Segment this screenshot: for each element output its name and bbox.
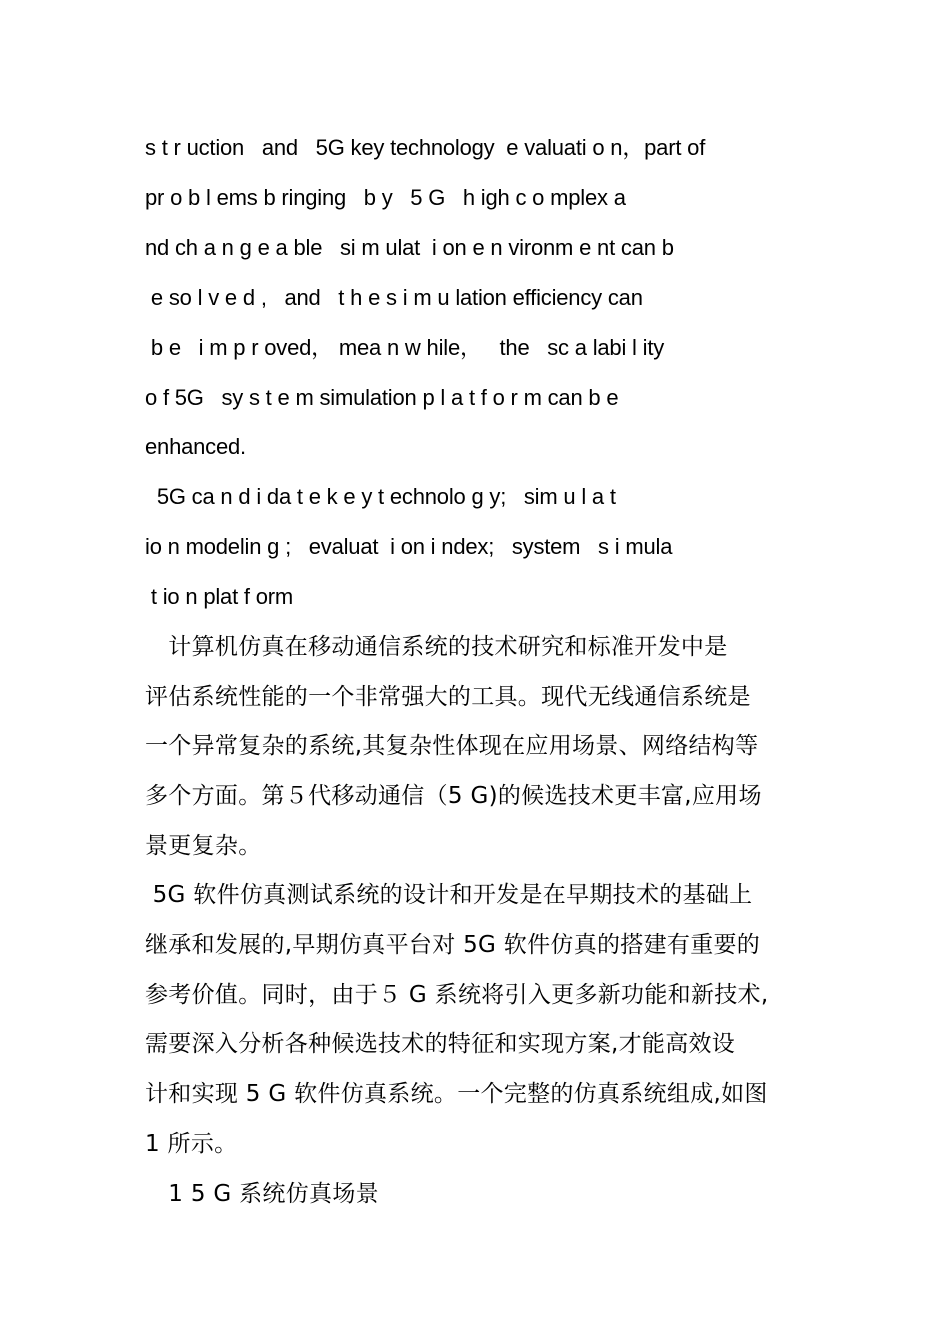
abstract-line: e so l v e d , and t h e s i m u lation efficiency can — [145, 285, 643, 310]
abstract-line: enhanced. — [145, 434, 246, 459]
body-paragraph-line: 评估系统性能的一个非常强大的工具。现代无线通信系统是 — [145, 684, 751, 710]
body-paragraph-line: 景更复杂。 — [145, 833, 262, 859]
abstract-line: s t r uction and 5G key technology e valuati o n，part of — [145, 135, 706, 160]
abstract-line: nd ch a n g e a ble si m ulat i on e n vironm e nt can b — [145, 235, 674, 260]
body-paragraph-line: 计算机仿真在移动通信系统的技术研究和标准开发中是 — [145, 634, 728, 660]
section-heading: 1 5 G 系统仿真场景 — [145, 1181, 379, 1207]
keywords-line: t io n plat f orm — [145, 584, 294, 609]
body-paragraph-line: 一个异常复杂的系统,其复杂性体现在应用场景、网络结构等 — [145, 733, 759, 759]
body-paragraph-line: 继承和发展的,早期仿真平台对 5G 软件仿真的搭建有重要的 — [145, 932, 761, 958]
body-paragraph-line: 参考价值。同时，由于５ G 系统将引入更多新功能和新技术, — [145, 982, 769, 1008]
keywords-line: 5G ca n d i da t e k e y t echnolo g y; sim u l a t — [145, 484, 616, 509]
body-paragraph-line: 1 所示。 — [145, 1131, 238, 1157]
abstract-line: pr o b l ems b ringing b y 5 G h igh c o mplex a — [145, 185, 626, 210]
body-paragraph-line: 5G 软件仿真测试系统的设计和开发是在早期技术的基础上 — [145, 882, 753, 908]
body-paragraph-line: 需要深入分析各种候选技术的特征和实现方案,才能高效设 — [145, 1031, 736, 1057]
abstract-line: b e i m p r oved， mea n w hile， the sc a labi l ity — [145, 335, 665, 360]
body-paragraph-line: 多个方面。第５代移动通信（5 G)的候选技术更丰富,应用场 — [145, 783, 762, 809]
abstract-line: o f 5G sy s t e m simulation p l a t f o r m can b e — [145, 385, 619, 410]
keywords-line: io n modelin g ; evaluat i on i ndex; system s i mula — [145, 534, 673, 559]
body-paragraph-line: 计和实现 5 G 软件仿真系统。一个完整的仿真系统组成,如图 — [145, 1081, 768, 1107]
